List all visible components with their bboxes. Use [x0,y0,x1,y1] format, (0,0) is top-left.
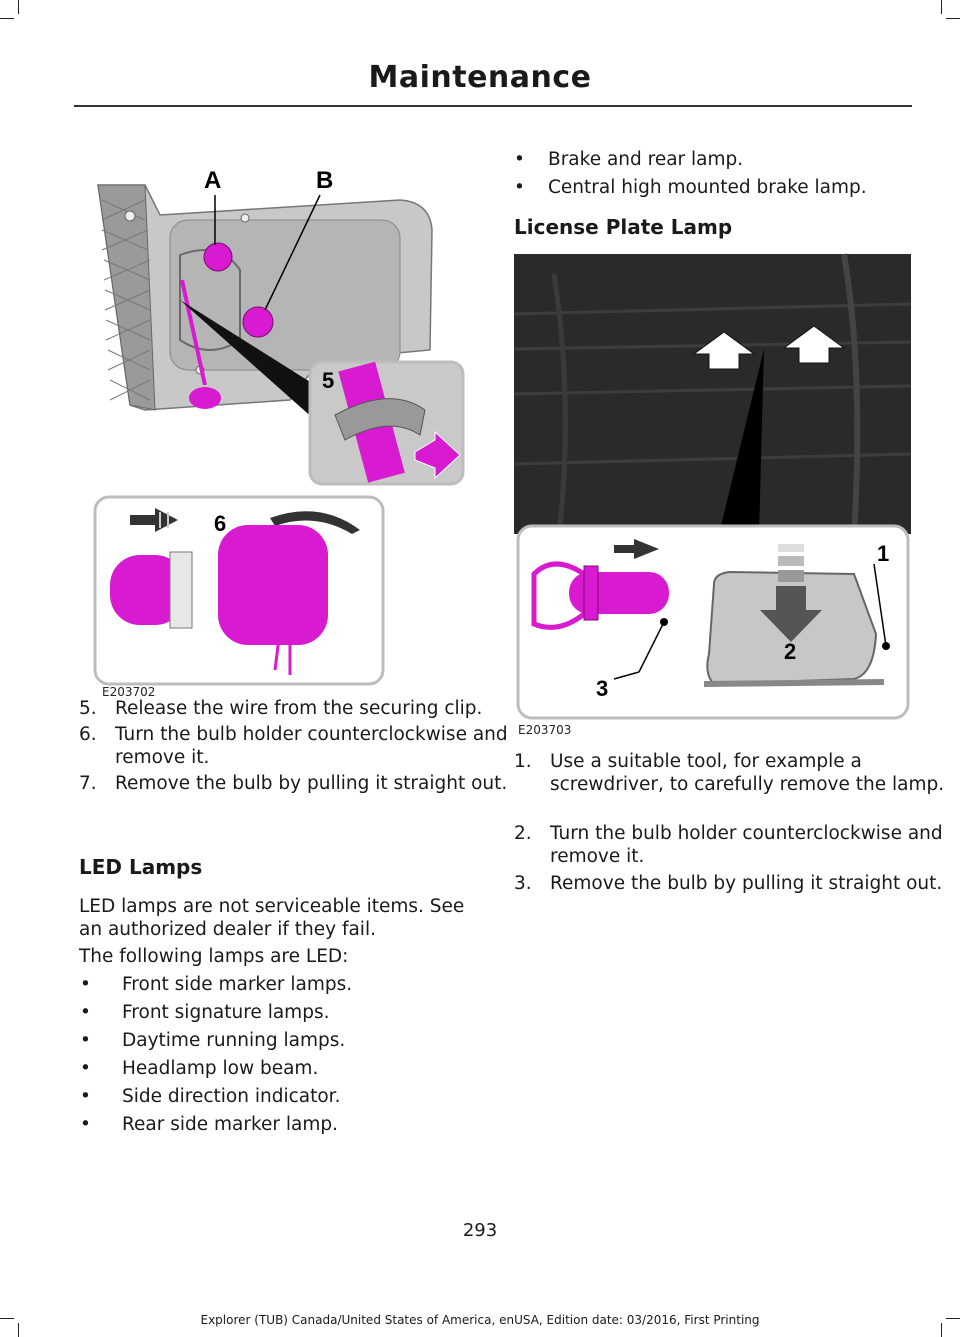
step-5 [79,697,515,720]
footer-edition-info: Explorer (TUB) Canada/United States of America, enUSA, Edition date: 03/2016, First Printing [200,1313,760,1327]
callout-5: 5 [322,368,335,393]
figure-code-right: E203703 [518,723,572,737]
license-step-3 [514,872,945,895]
step-6 [79,723,515,769]
callout-6: 6 [214,511,227,536]
step-text: Release the wire from the securing clip. [115,698,483,719]
section-heading-led-lamps: LED Lamps [79,855,203,879]
figure-code-left: E203702 [102,685,156,699]
crop-mark [941,0,942,14]
page-number: 293 [462,1220,498,1241]
license-step-1 [514,750,945,796]
callout-3: 3 [596,676,609,701]
step-7 [79,772,515,795]
crop-mark [0,18,14,19]
step-text: Use a suitable tool, for example a screwdriver, to carefully remove the lamp. [550,751,945,795]
step-text: Remove the bulb by pulling it straight out. [550,873,943,894]
callout-2: 2 [784,639,797,664]
step-number: 7. [79,773,97,794]
step-text: Turn the bulb holder counterclockwise and remove it. [115,724,508,768]
tail-lamp-bulb-illustration [90,160,475,699]
header-divider [74,105,912,107]
step-number: 2. [514,823,532,844]
step-text: Remove the bulb by pulling it straight out. [115,773,508,794]
license-plate-lamp-illustration [514,254,912,724]
step-number: 6. [79,724,97,745]
section-heading-license-plate-lamp: License Plate Lamp [514,215,733,239]
page-title: Maintenance [368,60,592,95]
callout-b: B [316,167,334,194]
led-list-intro: The following lamps are LED: [79,946,349,967]
step-number: 3. [514,873,532,894]
crop-mark [946,18,960,19]
step-number: 1. [514,751,532,772]
led-paragraph: LED lamps are not serviceable items. See an authorized dealer if they fail. [79,896,465,940]
license-step-2 [514,822,945,868]
callout-1: 1 [877,541,890,566]
step-number: 5. [79,698,97,719]
step-text: Turn the bulb holder counterclockwise and remove it. [550,823,943,867]
callout-a: A [204,167,222,194]
crop-mark [18,0,19,14]
